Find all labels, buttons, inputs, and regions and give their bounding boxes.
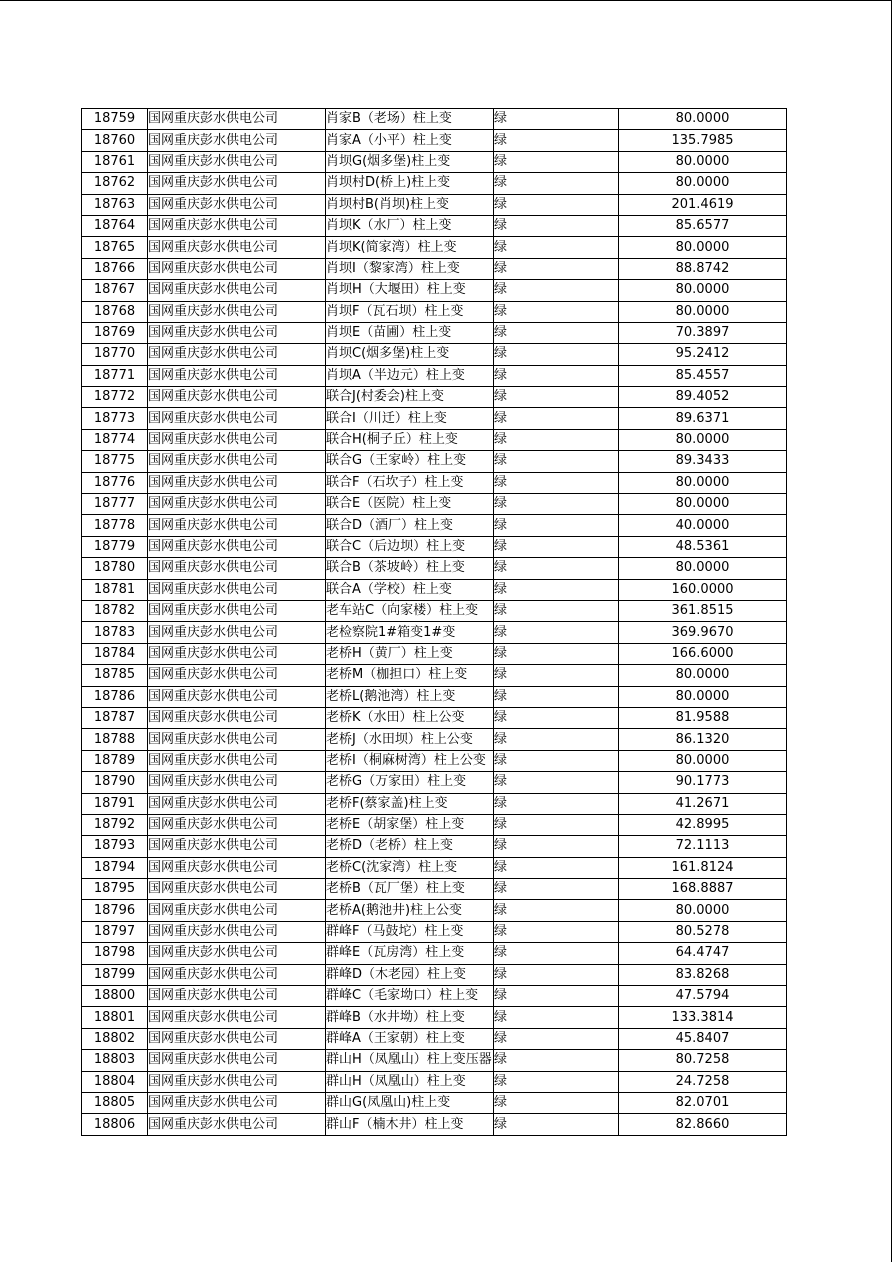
cell-transformer-name: 老桥H（黄厂）柱上变 bbox=[326, 643, 494, 664]
cell-id: 18799 bbox=[82, 964, 148, 985]
cell-company: 国网重庆彭水供电公司 bbox=[148, 986, 326, 1007]
cell-transformer-name: 联合B（茶坡岭）柱上变 bbox=[326, 558, 494, 579]
cell-transformer-name: 群峰A（王家朝）柱上变 bbox=[326, 1028, 494, 1049]
cell-transformer-name: 肖坝K（水厂）柱上变 bbox=[326, 215, 494, 236]
cell-status-color: 绿 bbox=[494, 750, 619, 771]
cell-status-color: 绿 bbox=[494, 387, 619, 408]
cell-id: 18790 bbox=[82, 772, 148, 793]
cell-value: 80.5278 bbox=[619, 921, 787, 942]
cell-company: 国网重庆彭水供电公司 bbox=[148, 836, 326, 857]
cell-id: 18777 bbox=[82, 494, 148, 515]
cell-status-color: 绿 bbox=[494, 301, 619, 322]
cell-status-color: 绿 bbox=[494, 879, 619, 900]
table-row bbox=[82, 622, 787, 643]
cell-id: 18764 bbox=[82, 215, 148, 236]
cell-status-color: 绿 bbox=[494, 686, 619, 707]
cell-status-color: 绿 bbox=[494, 344, 619, 365]
cell-value: 89.4052 bbox=[619, 387, 787, 408]
cell-value: 83.8268 bbox=[619, 964, 787, 985]
cell-company: 国网重庆彭水供电公司 bbox=[148, 322, 326, 343]
table-row bbox=[82, 494, 787, 515]
cell-id: 18765 bbox=[82, 237, 148, 258]
cell-company: 国网重庆彭水供电公司 bbox=[148, 558, 326, 579]
cell-status-color: 绿 bbox=[494, 665, 619, 686]
cell-company: 国网重庆彭水供电公司 bbox=[148, 857, 326, 878]
table-row bbox=[82, 900, 787, 921]
cell-company: 国网重庆彭水供电公司 bbox=[148, 793, 326, 814]
cell-value: 361.8515 bbox=[619, 600, 787, 621]
cell-company: 国网重庆彭水供电公司 bbox=[148, 1092, 326, 1113]
cell-transformer-name: 老桥E（胡家堡）柱上变 bbox=[326, 814, 494, 835]
cell-company: 国网重庆彭水供电公司 bbox=[148, 1114, 326, 1135]
cell-value: 95.2412 bbox=[619, 344, 787, 365]
table-row bbox=[82, 365, 787, 386]
cell-id: 18786 bbox=[82, 686, 148, 707]
cell-value: 40.0000 bbox=[619, 515, 787, 536]
cell-value: 48.5361 bbox=[619, 536, 787, 557]
cell-company: 国网重庆彭水供电公司 bbox=[148, 750, 326, 771]
cell-transformer-name: 联合A（学校）柱上变 bbox=[326, 579, 494, 600]
table-row bbox=[82, 1028, 787, 1049]
cell-company: 国网重庆彭水供电公司 bbox=[148, 579, 326, 600]
table-row bbox=[82, 750, 787, 771]
cell-id: 18762 bbox=[82, 173, 148, 194]
cell-transformer-name: 肖坝A（半边元）柱上变 bbox=[326, 365, 494, 386]
cell-id: 18761 bbox=[82, 151, 148, 172]
cell-value: 135.7985 bbox=[619, 130, 787, 151]
cell-transformer-name: 群峰C（毛家坳口）柱上变 bbox=[326, 986, 494, 1007]
cell-value: 47.5794 bbox=[619, 986, 787, 1007]
table-row bbox=[82, 579, 787, 600]
table-row bbox=[82, 451, 787, 472]
cell-value: 80.0000 bbox=[619, 665, 787, 686]
cell-status-color: 绿 bbox=[494, 215, 619, 236]
cell-value: 166.6000 bbox=[619, 643, 787, 664]
table-row bbox=[82, 1092, 787, 1113]
table-row bbox=[82, 344, 787, 365]
table-row bbox=[82, 686, 787, 707]
cell-id: 18801 bbox=[82, 1007, 148, 1028]
table-row bbox=[82, 130, 787, 151]
cell-transformer-name: 联合F（石坎子）柱上变 bbox=[326, 472, 494, 493]
cell-company: 国网重庆彭水供电公司 bbox=[148, 301, 326, 322]
cell-value: 70.3897 bbox=[619, 322, 787, 343]
cell-transformer-name: 老桥F(蔡家盖)柱上变 bbox=[326, 793, 494, 814]
page-top-border bbox=[0, 0, 892, 1]
cell-status-color: 绿 bbox=[494, 814, 619, 835]
cell-id: 18784 bbox=[82, 643, 148, 664]
cell-status-color: 绿 bbox=[494, 772, 619, 793]
cell-id: 18769 bbox=[82, 322, 148, 343]
table-row bbox=[82, 429, 787, 450]
cell-id: 18802 bbox=[82, 1028, 148, 1049]
cell-status-color: 绿 bbox=[494, 1092, 619, 1113]
cell-transformer-name: 老桥M（枷担口）柱上变 bbox=[326, 665, 494, 686]
cell-company: 国网重庆彭水供电公司 bbox=[148, 1050, 326, 1071]
cell-company: 国网重庆彭水供电公司 bbox=[148, 1071, 326, 1092]
cell-id: 18795 bbox=[82, 879, 148, 900]
table-row bbox=[82, 173, 787, 194]
cell-company: 国网重庆彭水供电公司 bbox=[148, 215, 326, 236]
cell-company: 国网重庆彭水供电公司 bbox=[148, 451, 326, 472]
cell-status-color: 绿 bbox=[494, 494, 619, 515]
table-row bbox=[82, 194, 787, 215]
cell-value: 90.1773 bbox=[619, 772, 787, 793]
cell-id: 18775 bbox=[82, 451, 148, 472]
cell-transformer-name: 老桥A(鹅池井)柱上公变 bbox=[326, 900, 494, 921]
cell-id: 18806 bbox=[82, 1114, 148, 1135]
cell-transformer-name: 老桥I（桐麻树湾）柱上公变 bbox=[326, 750, 494, 771]
cell-status-color: 绿 bbox=[494, 921, 619, 942]
cell-id: 18788 bbox=[82, 729, 148, 750]
cell-status-color: 绿 bbox=[494, 558, 619, 579]
table-row bbox=[82, 600, 787, 621]
cell-status-color: 绿 bbox=[494, 515, 619, 536]
cell-id: 18804 bbox=[82, 1071, 148, 1092]
table-row bbox=[82, 986, 787, 1007]
cell-id: 18798 bbox=[82, 943, 148, 964]
cell-status-color: 绿 bbox=[494, 1114, 619, 1135]
cell-value: 80.0000 bbox=[619, 280, 787, 301]
cell-transformer-name: 老车站C（向家楼）柱上变 bbox=[326, 600, 494, 621]
cell-id: 18785 bbox=[82, 665, 148, 686]
cell-value: 72.1113 bbox=[619, 836, 787, 857]
cell-id: 18766 bbox=[82, 258, 148, 279]
cell-company: 国网重庆彭水供电公司 bbox=[148, 258, 326, 279]
cell-id: 18760 bbox=[82, 130, 148, 151]
table-row bbox=[82, 857, 787, 878]
cell-status-color: 绿 bbox=[494, 151, 619, 172]
cell-company: 国网重庆彭水供电公司 bbox=[148, 130, 326, 151]
cell-id: 18781 bbox=[82, 579, 148, 600]
cell-status-color: 绿 bbox=[494, 900, 619, 921]
cell-status-color: 绿 bbox=[494, 622, 619, 643]
cell-company: 国网重庆彭水供电公司 bbox=[148, 814, 326, 835]
cell-value: 80.0000 bbox=[619, 173, 787, 194]
cell-transformer-name: 肖家A（小平）柱上变 bbox=[326, 130, 494, 151]
cell-value: 80.0000 bbox=[619, 494, 787, 515]
cell-company: 国网重庆彭水供电公司 bbox=[148, 194, 326, 215]
cell-status-color: 绿 bbox=[494, 173, 619, 194]
cell-status-color: 绿 bbox=[494, 964, 619, 985]
cell-company: 国网重庆彭水供电公司 bbox=[148, 943, 326, 964]
table-row bbox=[82, 408, 787, 429]
cell-transformer-name: 联合I（川迁）柱上变 bbox=[326, 408, 494, 429]
table-row bbox=[82, 707, 787, 728]
cell-status-color: 绿 bbox=[494, 857, 619, 878]
cell-value: 80.0000 bbox=[619, 109, 787, 130]
cell-status-color: 绿 bbox=[494, 986, 619, 1007]
table-row bbox=[82, 836, 787, 857]
table-row bbox=[82, 729, 787, 750]
cell-status-color: 绿 bbox=[494, 729, 619, 750]
cell-value: 82.0701 bbox=[619, 1092, 787, 1113]
cell-transformer-name: 肖坝K(简家湾）柱上变 bbox=[326, 237, 494, 258]
cell-value: 80.0000 bbox=[619, 686, 787, 707]
cell-id: 18763 bbox=[82, 194, 148, 215]
cell-company: 国网重庆彭水供电公司 bbox=[148, 879, 326, 900]
cell-id: 18771 bbox=[82, 365, 148, 386]
cell-id: 18793 bbox=[82, 836, 148, 857]
cell-status-color: 绿 bbox=[494, 237, 619, 258]
cell-company: 国网重庆彭水供电公司 bbox=[148, 686, 326, 707]
cell-value: 89.3433 bbox=[619, 451, 787, 472]
cell-value: 133.3814 bbox=[619, 1007, 787, 1028]
table-row bbox=[82, 964, 787, 985]
cell-value: 45.8407 bbox=[619, 1028, 787, 1049]
cell-status-color: 绿 bbox=[494, 472, 619, 493]
cell-value: 41.2671 bbox=[619, 793, 787, 814]
cell-value: 42.8995 bbox=[619, 814, 787, 835]
table-row bbox=[82, 643, 787, 664]
cell-company: 国网重庆彭水供电公司 bbox=[148, 600, 326, 621]
cell-id: 18779 bbox=[82, 536, 148, 557]
cell-id: 18767 bbox=[82, 280, 148, 301]
cell-value: 24.7258 bbox=[619, 1071, 787, 1092]
cell-id: 18783 bbox=[82, 622, 148, 643]
cell-status-color: 绿 bbox=[494, 408, 619, 429]
cell-company: 国网重庆彭水供电公司 bbox=[148, 429, 326, 450]
cell-id: 18796 bbox=[82, 900, 148, 921]
cell-transformer-name: 群峰B（水井坳）柱上变 bbox=[326, 1007, 494, 1028]
cell-status-color: 绿 bbox=[494, 322, 619, 343]
cell-transformer-name: 群山H（凤凰山）柱上变压器 bbox=[326, 1050, 494, 1071]
cell-company: 国网重庆彭水供电公司 bbox=[148, 900, 326, 921]
cell-status-color: 绿 bbox=[494, 429, 619, 450]
cell-value: 80.0000 bbox=[619, 750, 787, 771]
cell-id: 18773 bbox=[82, 408, 148, 429]
table-row bbox=[82, 558, 787, 579]
table-row bbox=[82, 109, 787, 130]
cell-transformer-name: 老桥K（水田）柱上公变 bbox=[326, 707, 494, 728]
cell-transformer-name: 联合D（酒厂）柱上变 bbox=[326, 515, 494, 536]
cell-value: 85.6577 bbox=[619, 215, 787, 236]
table-row bbox=[82, 536, 787, 557]
cell-value: 80.0000 bbox=[619, 472, 787, 493]
cell-status-color: 绿 bbox=[494, 1007, 619, 1028]
cell-value: 88.8742 bbox=[619, 258, 787, 279]
table-row bbox=[82, 515, 787, 536]
cell-id: 18782 bbox=[82, 600, 148, 621]
cell-id: 18776 bbox=[82, 472, 148, 493]
cell-company: 国网重庆彭水供电公司 bbox=[148, 494, 326, 515]
cell-value: 81.9588 bbox=[619, 707, 787, 728]
cell-company: 国网重庆彭水供电公司 bbox=[148, 665, 326, 686]
cell-transformer-name: 联合J(村委会)柱上变 bbox=[326, 387, 494, 408]
cell-id: 18789 bbox=[82, 750, 148, 771]
cell-transformer-name: 联合H(桐子丘）柱上变 bbox=[326, 429, 494, 450]
cell-status-color: 绿 bbox=[494, 258, 619, 279]
cell-transformer-name: 群山G(凤凰山)柱上变 bbox=[326, 1092, 494, 1113]
table-row bbox=[82, 793, 787, 814]
cell-status-color: 绿 bbox=[494, 280, 619, 301]
table-row bbox=[82, 814, 787, 835]
cell-company: 国网重庆彭水供电公司 bbox=[148, 536, 326, 557]
cell-value: 82.8660 bbox=[619, 1114, 787, 1135]
cell-transformer-name: 老桥L(鹅池湾）柱上变 bbox=[326, 686, 494, 707]
cell-id: 18797 bbox=[82, 921, 148, 942]
transformer-table bbox=[81, 108, 787, 1136]
table-row bbox=[82, 1050, 787, 1071]
table-row bbox=[82, 237, 787, 258]
cell-company: 国网重庆彭水供电公司 bbox=[148, 173, 326, 194]
cell-company: 国网重庆彭水供电公司 bbox=[148, 1007, 326, 1028]
cell-transformer-name: 肖坝C(烟多堡)柱上变 bbox=[326, 344, 494, 365]
cell-transformer-name: 群山F（楠木井）柱上变 bbox=[326, 1114, 494, 1135]
cell-status-color: 绿 bbox=[494, 365, 619, 386]
cell-transformer-name: 老检察院1#箱变1#变 bbox=[326, 622, 494, 643]
cell-company: 国网重庆彭水供电公司 bbox=[148, 151, 326, 172]
cell-transformer-name: 老桥G（万家田）柱上变 bbox=[326, 772, 494, 793]
cell-status-color: 绿 bbox=[494, 194, 619, 215]
cell-value: 89.6371 bbox=[619, 408, 787, 429]
cell-transformer-name: 群山H（凤凰山）柱上变 bbox=[326, 1071, 494, 1092]
table-row bbox=[82, 215, 787, 236]
cell-value: 80.0000 bbox=[619, 900, 787, 921]
cell-company: 国网重庆彭水供电公司 bbox=[148, 1028, 326, 1049]
cell-transformer-name: 肖坝F（瓦石坝）柱上变 bbox=[326, 301, 494, 322]
cell-value: 80.0000 bbox=[619, 237, 787, 258]
cell-value: 201.4619 bbox=[619, 194, 787, 215]
cell-transformer-name: 肖坝E（苗圃）柱上变 bbox=[326, 322, 494, 343]
cell-transformer-name: 肖坝I（黎家湾）柱上变 bbox=[326, 258, 494, 279]
cell-company: 国网重庆彭水供电公司 bbox=[148, 472, 326, 493]
cell-id: 18772 bbox=[82, 387, 148, 408]
cell-id: 18791 bbox=[82, 793, 148, 814]
table-row bbox=[82, 322, 787, 343]
cell-status-color: 绿 bbox=[494, 643, 619, 664]
cell-id: 18768 bbox=[82, 301, 148, 322]
cell-id: 18780 bbox=[82, 558, 148, 579]
cell-transformer-name: 联合E（医院）柱上变 bbox=[326, 494, 494, 515]
cell-status-color: 绿 bbox=[494, 1071, 619, 1092]
cell-company: 国网重庆彭水供电公司 bbox=[148, 772, 326, 793]
cell-company: 国网重庆彭水供电公司 bbox=[148, 515, 326, 536]
cell-transformer-name: 肖坝H（大堰田）柱上变 bbox=[326, 280, 494, 301]
cell-value: 160.0000 bbox=[619, 579, 787, 600]
table-row bbox=[82, 1071, 787, 1092]
cell-id: 18778 bbox=[82, 515, 148, 536]
table-row bbox=[82, 943, 787, 964]
cell-value: 80.7258 bbox=[619, 1050, 787, 1071]
cell-transformer-name: 老桥D（老桥）柱上变 bbox=[326, 836, 494, 857]
table-row bbox=[82, 772, 787, 793]
cell-company: 国网重庆彭水供电公司 bbox=[148, 365, 326, 386]
cell-value: 86.1320 bbox=[619, 729, 787, 750]
cell-company: 国网重庆彭水供电公司 bbox=[148, 643, 326, 664]
cell-transformer-name: 老桥B（瓦厂堡）柱上变 bbox=[326, 879, 494, 900]
cell-company: 国网重庆彭水供电公司 bbox=[148, 707, 326, 728]
cell-transformer-name: 联合G（王家岭）柱上变 bbox=[326, 451, 494, 472]
cell-value: 80.0000 bbox=[619, 558, 787, 579]
cell-value: 168.8887 bbox=[619, 879, 787, 900]
cell-value: 369.9670 bbox=[619, 622, 787, 643]
cell-status-color: 绿 bbox=[494, 1050, 619, 1071]
cell-status-color: 绿 bbox=[494, 793, 619, 814]
table-row bbox=[82, 1114, 787, 1135]
cell-status-color: 绿 bbox=[494, 943, 619, 964]
table-row bbox=[82, 151, 787, 172]
table-row bbox=[82, 280, 787, 301]
cell-transformer-name: 群峰E（瓦房湾）柱上变 bbox=[326, 943, 494, 964]
cell-company: 国网重庆彭水供电公司 bbox=[148, 237, 326, 258]
cell-status-color: 绿 bbox=[494, 579, 619, 600]
cell-company: 国网重庆彭水供电公司 bbox=[148, 921, 326, 942]
cell-value: 80.0000 bbox=[619, 301, 787, 322]
table-row bbox=[82, 258, 787, 279]
cell-company: 国网重庆彭水供电公司 bbox=[148, 387, 326, 408]
cell-company: 国网重庆彭水供电公司 bbox=[148, 622, 326, 643]
cell-status-color: 绿 bbox=[494, 451, 619, 472]
cell-company: 国网重庆彭水供电公司 bbox=[148, 344, 326, 365]
cell-id: 18794 bbox=[82, 857, 148, 878]
cell-id: 18759 bbox=[82, 109, 148, 130]
cell-value: 80.0000 bbox=[619, 429, 787, 450]
cell-id: 18805 bbox=[82, 1092, 148, 1113]
cell-company: 国网重庆彭水供电公司 bbox=[148, 408, 326, 429]
cell-status-color: 绿 bbox=[494, 836, 619, 857]
table-body bbox=[82, 109, 787, 1136]
table-row bbox=[82, 301, 787, 322]
cell-id: 18803 bbox=[82, 1050, 148, 1071]
cell-transformer-name: 群峰D（木老园）柱上变 bbox=[326, 964, 494, 985]
cell-value: 80.0000 bbox=[619, 151, 787, 172]
cell-transformer-name: 肖家B（老场）柱上变 bbox=[326, 109, 494, 130]
table-row bbox=[82, 665, 787, 686]
cell-transformer-name: 肖坝村D(桥上)柱上变 bbox=[326, 173, 494, 194]
cell-value: 85.4557 bbox=[619, 365, 787, 386]
table-row bbox=[82, 879, 787, 900]
table-row bbox=[82, 1007, 787, 1028]
cell-status-color: 绿 bbox=[494, 130, 619, 151]
cell-status-color: 绿 bbox=[494, 600, 619, 621]
cell-transformer-name: 肖坝村B(肖坝)柱上变 bbox=[326, 194, 494, 215]
cell-id: 18774 bbox=[82, 429, 148, 450]
cell-company: 国网重庆彭水供电公司 bbox=[148, 280, 326, 301]
cell-company: 国网重庆彭水供电公司 bbox=[148, 964, 326, 985]
cell-id: 18800 bbox=[82, 986, 148, 1007]
cell-value: 161.8124 bbox=[619, 857, 787, 878]
table-row bbox=[82, 921, 787, 942]
cell-transformer-name: 老桥J（水田坝）柱上公变 bbox=[326, 729, 494, 750]
cell-id: 18770 bbox=[82, 344, 148, 365]
cell-status-color: 绿 bbox=[494, 1028, 619, 1049]
cell-transformer-name: 联合C（后边坝）柱上变 bbox=[326, 536, 494, 557]
cell-company: 国网重庆彭水供电公司 bbox=[148, 729, 326, 750]
cell-status-color: 绿 bbox=[494, 109, 619, 130]
cell-transformer-name: 肖坝G(烟多堡)柱上变 bbox=[326, 151, 494, 172]
cell-value: 64.4747 bbox=[619, 943, 787, 964]
table-row bbox=[82, 387, 787, 408]
table-row bbox=[82, 472, 787, 493]
cell-status-color: 绿 bbox=[494, 536, 619, 557]
cell-transformer-name: 老桥C(沈家湾）柱上变 bbox=[326, 857, 494, 878]
cell-status-color: 绿 bbox=[494, 707, 619, 728]
cell-id: 18792 bbox=[82, 814, 148, 835]
cell-id: 18787 bbox=[82, 707, 148, 728]
cell-transformer-name: 群峰F（马鼓坨）柱上变 bbox=[326, 921, 494, 942]
cell-company: 国网重庆彭水供电公司 bbox=[148, 109, 326, 130]
